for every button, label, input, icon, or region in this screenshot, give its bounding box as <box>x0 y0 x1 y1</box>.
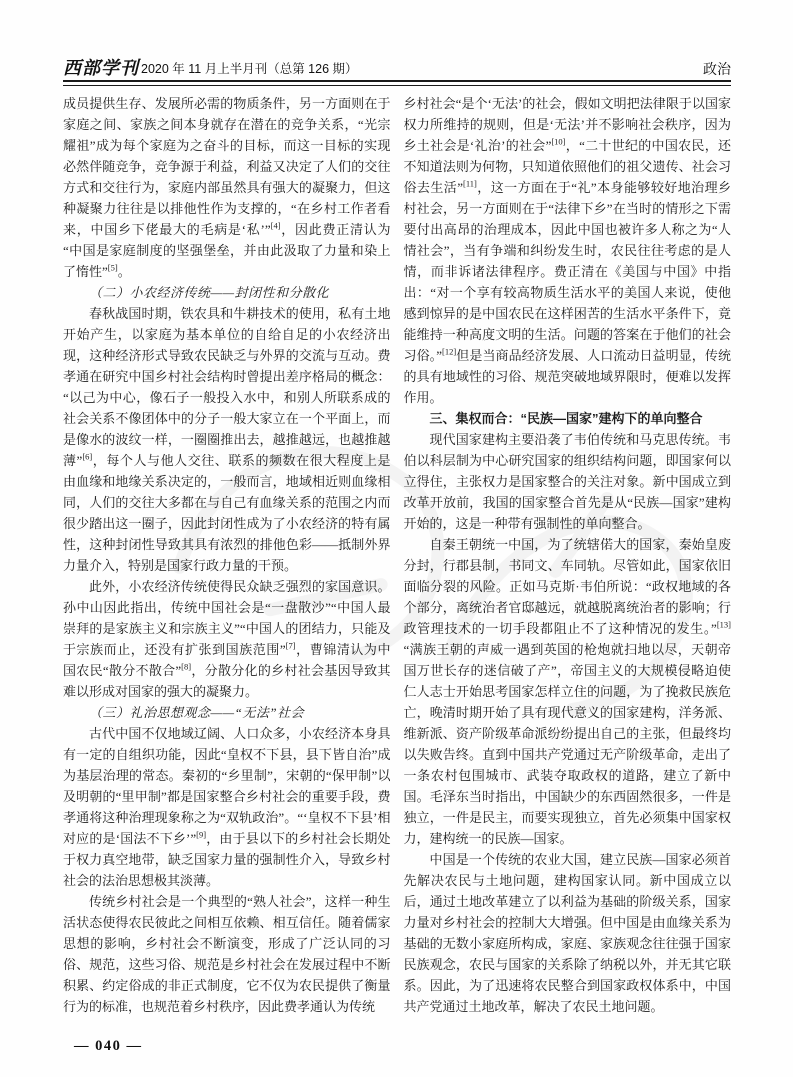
paragraph: 中国是一个传统的农业大国，建立民族—国家必须首先解决农民与土地问题，建构国家认同。新中国成立以后，通过土地改革建立了以利益为基础的阶级关系，国家力量对乡村社会的控制大大增强。但中国是由血缘关系为基础的无数小家庭所构成，家庭、家族观念往往强于国家民族观念，农民与国家的关系除了纳税以外，并无其它联系。因此，为了迅速将农民整合到国家政权体系中，中国共产党通过土地改革，解决了农民土地问题。 <box>403 852 731 1014</box>
right-column <box>404 93 732 1017</box>
subsection-heading: （二）小农经济传统——封闭性和分散化 <box>89 285 330 300</box>
paragraph: 自秦王朝统一中国，为了统辖偌大的国家，秦始皇废分封，行郡县制，书同文、车同轨。尽管如此，国家依旧面临分裂的风险。正如马克斯·韦伯所说：“政权地域的各个部分，离统治者官邸越远，就越脱离统治者的影响；行政管理技术的一切手段都阻止不了这种情况的发生。”[13]“满族王朝的声威一遇到英国的枪炮就扫地以尽，天朝帝国万世长存的迷信破了产”，帝国主义的大规模侵略迫使仁人志士开始思考国家怎样立住的问题，为了挽救民族危亡，晚清时期开始了具有现代意义的国家建构，洋务派、维新派、资产阶级革命派纷纷提出自己的主张，但最终均以失败告终。直到中国共产党通过无产阶级革命，走出了一条农村包围城市、武装夺取政权的道路，建立了新中国。毛泽东当时指出，中国缺少的东西固然很多，一件是独立，一件是民主，而要实现独立，首先必须集中国家权力，建构统一的民族—国家。 <box>403 537 731 846</box>
paragraph: 成员提供生存、发展所必需的物质条件，另一方面则在于家庭之间、家族之间本身就存在潜在的竞争关系，“光宗耀祖”成为每个家庭为之奋斗的目标，而这一目标的实现必然伴随竞争，竞争源于利益，利益又决定了人们的交往方式和交往行为，家庭内部虽然具有强大的凝聚力，但这种凝聚力往往是以排他性作为支撑的，“在乡村工作者看来，中国乡下佬最大的毛病是‘私’”[4]，因此费正清认为“中国是家庭制度的坚强堡垒，并由此汲取了力量和染上了惰性”[5]。 <box>63 96 391 279</box>
subsection-heading: （三）礼治思想观念——“无法”社会 <box>89 705 305 720</box>
journal-logo: 西部学刊 <box>63 58 139 78</box>
header-double-rule <box>63 80 731 86</box>
page-footer <box>74 1038 143 1055</box>
paragraph: 春秋战国时期，铁农具和牛耕技术的使用，私有土地开始产生，以家庭为基本单位的自给自足的小农经济出现，这种经济形式导致农民缺乏与外界的交流与互动。费孝通在研究中国乡村社会结构时曾提出差序格局的概念：“以己为中心，像石子一般投入水中，和别人所联系成的社会关系不像团体中的分子一般大家立在一个平面上，而是像水的波纹一样，一圈圈推出去，越推越远，也越推越薄”[6]，每个人与他人交往、联系的频数在很大程度上是由血缘和地缘关系决定的，一般而言，地域相近则血缘相同，人们的交往大多都在与自己有血缘关系的范围之内而很少踏出这一圈子，因此封闭性成为了小农经济的特有属性，这种封闭性导致其具有浓烈的排他色彩——抵制外界力量介入，特别是国家行政力量的干预。 <box>63 306 391 573</box>
article-body <box>63 93 731 1017</box>
issue-info: 2020 年 11 月上半月刊（总第 126 期） <box>141 62 358 76</box>
paragraph: 此外，小农经济传统使得民众缺乏强烈的家国意识。孙中山因此指出，传统中国社会是“一盘散沙”“中国人最崇拜的是家族主义和宗族主义”“中国人的团结力，只能及于宗族而止，还没有扩张到国族范围”[7]，曹锦清认为中国农民“散分不散合”[8]，分散分化的乡村社会基因导致其难以形成对国家的强大的凝聚力。 <box>63 579 391 699</box>
left-column <box>63 93 391 1017</box>
journal-masthead <box>63 58 358 78</box>
paragraph: 现代国家建构主要沿袭了韦伯传统和马克思传统。韦伯以科层制为中心研究国家的组织结构问题，即国家何以立得住，主张权力是国家整合的关注对象。新中国成立到改革开放前，我国的国家整合首先是从“民族—国家”建构开始的，这是一种带有强制性的单向整合。 <box>403 432 731 531</box>
page-number: — 040 — <box>74 1038 143 1054</box>
paragraph: 古代中国不仅地域辽阔、人口众多，小农经济本身具有一定的自组织功能，因此“皇权不下县，县下皆自治”成为基层治理的常态。秦初的“乡里制”，宋朝的“保甲制”以及明朝的“里甲制”都是国家整合乡村社会的重要手段，费孝通将这种治理现象称之为“双轨政治”。“‘皇权不下县’相对应的是‘国法不下乡’”[9]，由于县以下的乡村社会长期处于权力真空地带，缺乏国家力量的强制性介入，导致乡村社会的法治思想极其淡薄。 <box>63 726 391 888</box>
page-header <box>63 50 731 78</box>
paragraph: 乡村社会“是个‘无法’的社会，假如文明把法律限于以国家权力所维持的规则，但是‘无法’并不影响社会秩序，因为乡土社会是‘礼治’的社会”[10]，“二十世纪的中国农民，还不知道法则为何物，只知道依照他们的祖父遗传、社会习俗去生活”[11]，这一方面在于“礼”本身能够较好地治理乡村社会，另一方面则在于“法律下乡”在当时的情形之下需要付出高昂的治理成本，因此中国也被许多人称之为“人情社会”，当有争端和纠纷发生时，农民往往考虑的是人情，而非诉诸法律程序。费正清在《美国与中国》中指出：“对一个享有较高物质生活水平的美国人来说，使他感到惊异的是中国农民在这样困苦的生活水平条件下，竟能维持一种高度文明的生活。问题的答案在于他们的社会习俗。”[12]但是当商品经济发展、人口流动日益明显，传统的具有地域性的习俗、规范突破地域界限时，便难以发挥作用。 <box>403 96 731 405</box>
paragraph: 传统乡村社会是一个典型的“熟人社会”，这样一种生活状态使得农民彼此之间相互依赖、相互信任。随着儒家思想的影响，乡村社会不断演变，形成了广泛认同的习俗、规范，这些习俗、规范是乡村社会在发展过程中不断积累、约定俗成的非正式制度，它不仅为农民提供了衡量行为的标准，也规范着乡村秩序，因此费孝通认为传统 <box>63 894 391 1014</box>
section-label: 政治 <box>703 61 731 77</box>
section-heading: 三、集权而合：“民族—国家”建构下的单向整合 <box>429 411 703 426</box>
